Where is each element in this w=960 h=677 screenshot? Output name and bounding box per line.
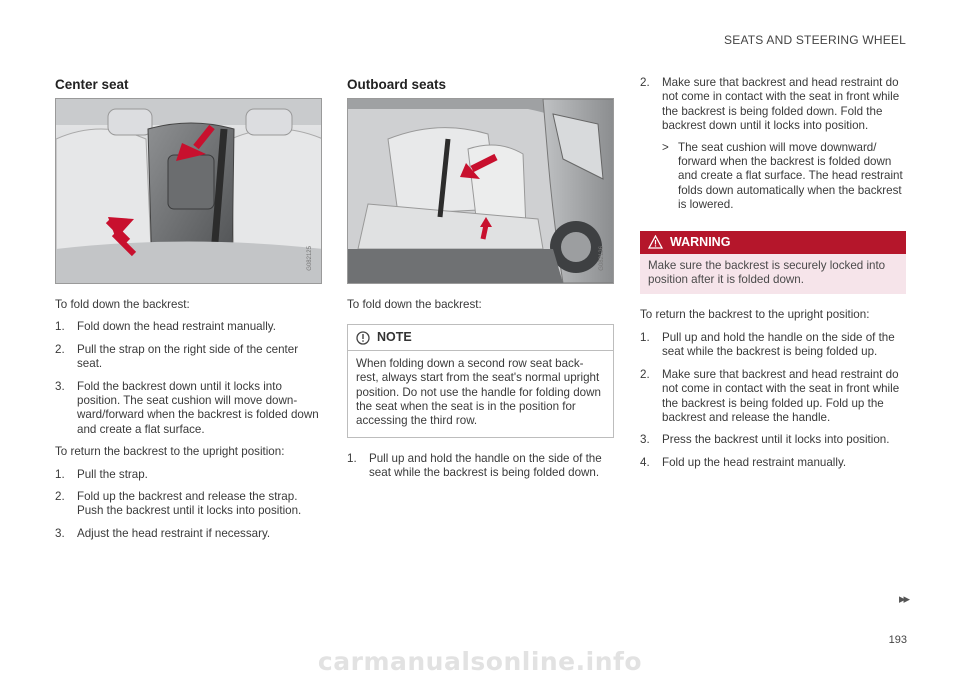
list-item: 1. Pull the strap. [55, 467, 148, 481]
list-item: 1. Fold down the head restraint manually. [55, 320, 276, 334]
info-icon [356, 331, 370, 345]
outboard-seat-drawing [348, 99, 614, 283]
list-item: 3. Adjust the head restraint if necessary. [55, 526, 271, 540]
note-label: NOTE [377, 330, 412, 345]
list-item: 2. Make sure that backrest and head restraint do not come in contact with the seat in front while the backrest is being folded up. Fold up the backrest and release the handle. [640, 367, 900, 424]
list-item: 2. Fold up the backrest and release the strap. Push the backrest until it locks into position. [55, 490, 302, 518]
list-item: 1. Pull up and hold the handle on the side of the seat while the backrest is being folded down. [347, 451, 602, 480]
outboard-seat-illustration [347, 98, 614, 284]
note-box [347, 324, 614, 437]
note-text: When folding down a second row seat back-rest, always start from the seat's normal upright position. Do not use the handle for folding down the seat when the seat is in the position for accessing the third row. [356, 356, 601, 428]
outboard-seats-section [347, 76, 614, 489]
center-seat-section [55, 76, 322, 549]
list-item: 3. Fold the backrest down until it locks into position. The seat cushion will move down-ward/forward when the backrest is folded down and create a flat surface. [55, 379, 319, 436]
warning-header [640, 231, 906, 254]
list-item: 2. Pull the strap on the right side of the center seat. [55, 342, 299, 371]
center-seat-drawing [56, 99, 322, 283]
figure-code: G082126 [598, 246, 605, 271]
figure-code: G082125 [306, 246, 313, 271]
result-item: > The seat cushion will move downward/ forward when the backrest is folded down and create a flat surface. The head restraint folds down automatically when the backrest is lowered. [662, 140, 903, 212]
fold-steps-list [640, 76, 906, 213]
fold-steps-list [55, 320, 322, 437]
warning-box [640, 231, 906, 295]
note-header [348, 325, 613, 350]
section-title: Center seat [55, 77, 129, 92]
watermark: carmanualsonline.info [317, 647, 643, 676]
warning-triangle-icon [648, 235, 663, 249]
list-item: 1. Pull up and hold the handle on the side of the seat while the backrest is being folded up. [640, 330, 895, 359]
return-steps-list [640, 331, 906, 470]
outboard-seats-continued [640, 76, 906, 478]
section-title: Outboard seats [347, 77, 447, 92]
warning-text: Make sure the backrest is securely locked into position after it is folded down. [648, 258, 886, 287]
center-seat-illustration [55, 98, 322, 284]
intro-text: To fold down the backrest: [347, 298, 482, 311]
running-header: SEATS AND STEERING WHEEL [724, 33, 906, 47]
return-steps-list [55, 468, 322, 542]
next-page-arrows-icon[interactable]: ▸▸ [898, 591, 908, 606]
page-number: 193 [888, 634, 907, 646]
intro-text: To fold down the backrest: [55, 298, 190, 311]
warning-label: WARNING [670, 234, 731, 249]
list-item: 4. Fold up the head restraint manually. [640, 455, 847, 469]
fold-steps-list [347, 452, 614, 481]
return-intro-text: To return the backrest to the upright position: [55, 445, 285, 459]
list-item: 3. Press the backrest until it locks into position. [640, 433, 890, 447]
return-intro-text: To return the backrest to the upright position: [640, 308, 870, 322]
list-item: 2. Make sure that backrest and head restraint do not come in contact with the seat in front while the backrest is being folded down. Fold the backrest down until it locks into position. > The seat cushion will move downward/ forward when the backrest is folded down and create a flat surface. The head restraint folds down automatically when the backrest is lowered. [640, 76, 906, 213]
